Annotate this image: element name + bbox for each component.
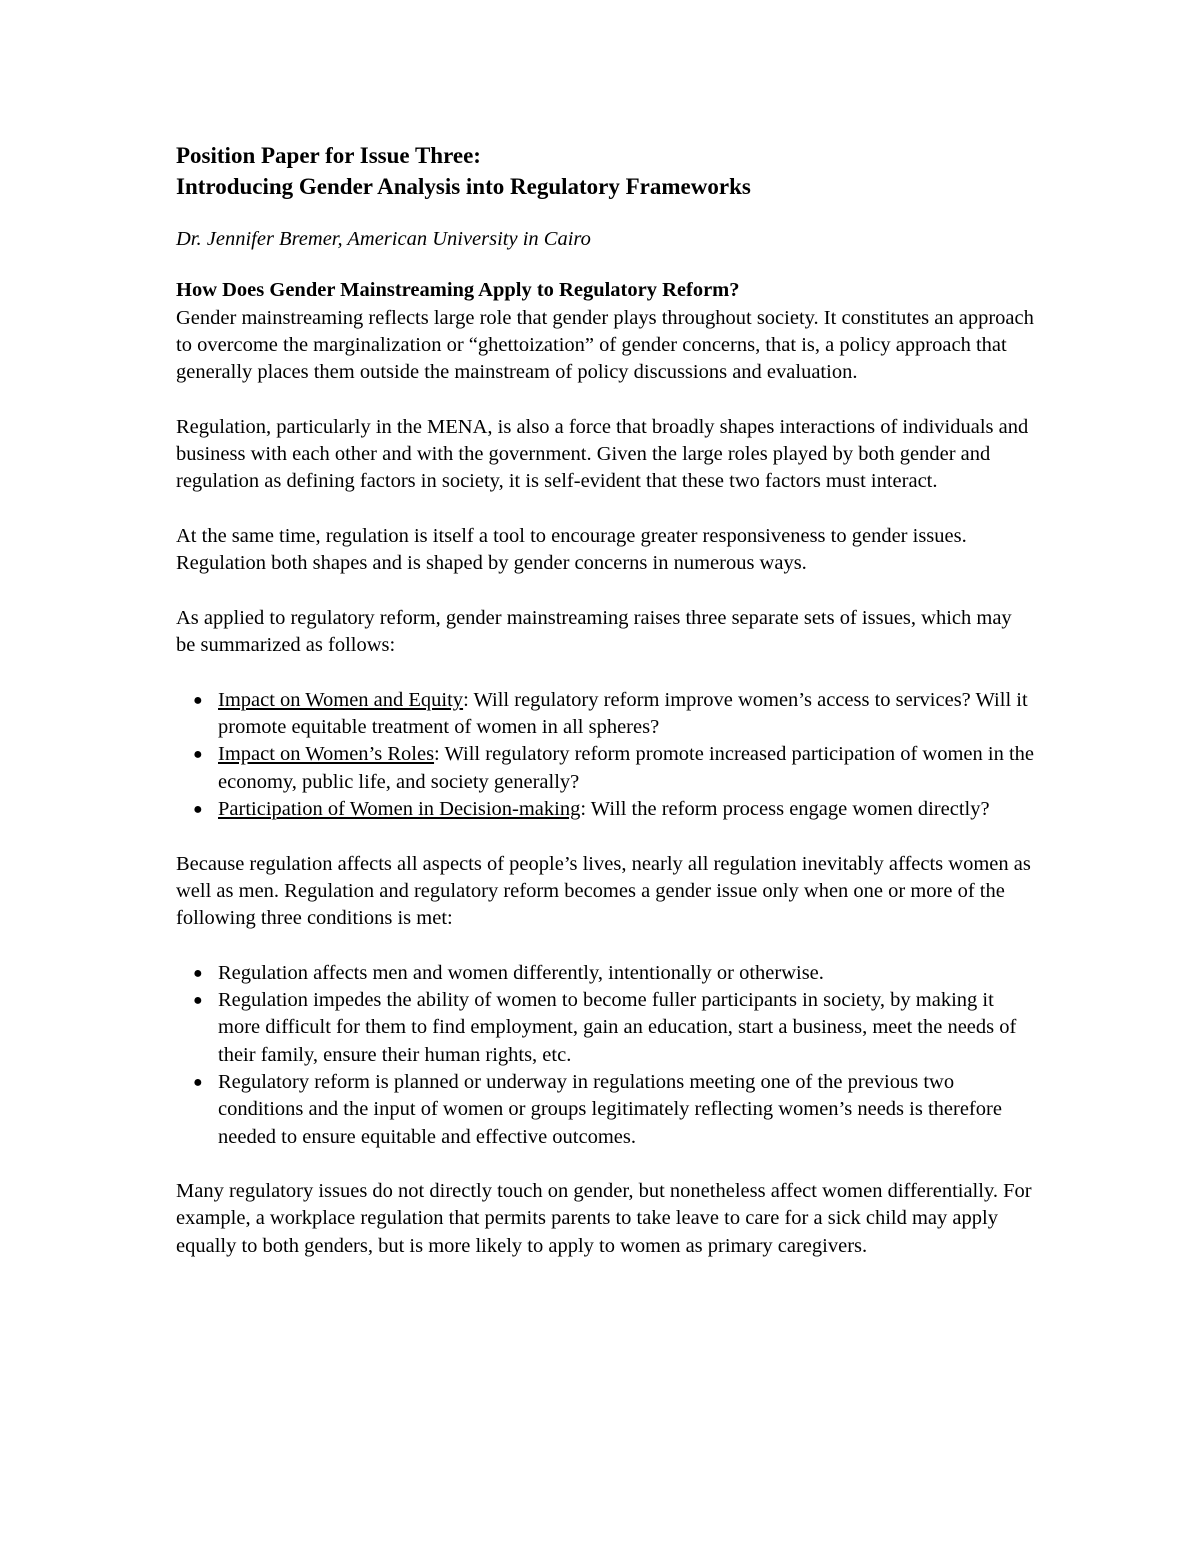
bullet-icon: ● bbox=[193, 964, 203, 982]
condition-text: Regulation impedes the ability of women to become fuller participants in society, by making it more difficult for them to find employment, gain an education, start a business, meet the needs of their family, ensure their human rights, etc. bbox=[218, 989, 1017, 1066]
condition-text: Regulation affects men and women differently, intentionally or otherwise. bbox=[218, 961, 824, 984]
bullet-icon: ● bbox=[193, 992, 203, 1010]
paragraph-1: Gender mainstreaming reflects large role that gender plays throughout society. It constitutes an approach to overcome the marginalization or “ghettoization” of gender concerns, that is, a policy approach that generally places them outside the mainstream of policy discussions and evaluation. bbox=[176, 306, 1034, 384]
paragraph-2: Regulation, particularly in the MENA, is also a force that broadly shapes interactions of individuals and business with each other and with the government. Given the large roles played by both gender and regulation as defining factors in society, it is self-evident that these two factors must interact. bbox=[176, 415, 1029, 493]
document-page bbox=[176, 140, 1036, 1287]
paragraph-5: Because regulation affects all aspects of people’s lives, nearly all regulation inevitably affects women as well as men. Regulation and regulatory reform becomes a gender issue only when one or more of the following three conditions is met: bbox=[176, 852, 1031, 930]
issue-item bbox=[193, 796, 1036, 823]
document-title bbox=[176, 140, 1036, 202]
issue-term: Impact on Women and Equity bbox=[218, 688, 464, 711]
paragraph-6: Many regulatory issues do not directly touch on gender, but nonetheless affect women differentially. For example, a workplace regulation that permits parents to take leave to care for a sick child may apply equally to both genders, but is more likely to apply to women as primary caregivers. bbox=[176, 1180, 1032, 1257]
issue-text: : Will regulatory reform improve women’s access to services? Will it promote equitable treatment of women in all spheres? bbox=[218, 688, 1028, 739]
condition-item bbox=[193, 960, 1036, 987]
title-line-1: Position Paper for Issue Three: bbox=[176, 143, 481, 168]
condition-item bbox=[193, 987, 1036, 1069]
conditions-list bbox=[176, 960, 1036, 1151]
issue-term: Impact on Women’s Roles bbox=[218, 743, 435, 766]
issue-item bbox=[193, 741, 1036, 796]
issue-text: : Will the reform process engage women directly? bbox=[580, 797, 990, 820]
issue-term: Participation of Women in Decision-making bbox=[218, 797, 581, 820]
condition-text: Regulatory reform is planned or underway in regulations meeting one of the previous two conditions and the input of women or groups legitimately reflecting women’s needs is therefore needed to ensure equitable and effective outcomes. bbox=[218, 1070, 1002, 1148]
bullet-icon: ● bbox=[193, 691, 203, 709]
bullet-icon: ● bbox=[193, 746, 203, 764]
issue-item bbox=[193, 687, 1036, 742]
paragraph-4: As applied to regulatory reform, gender mainstreaming raises three separate sets of issues, which may be summarized as follows: bbox=[176, 606, 1012, 657]
condition-item bbox=[193, 1069, 1036, 1151]
section-heading: How Does Gender Mainstreaming Apply to Regulatory Reform? bbox=[176, 279, 740, 302]
bullet-icon: ● bbox=[193, 1073, 203, 1091]
author-line: Dr. Jennifer Bremer, American University in Cairo bbox=[176, 228, 591, 250]
paragraph-3: At the same time, regulation is itself a tool to encourage greater responsiveness to gender issues. Regulation both shapes and is shaped by gender concerns in numerous ways. bbox=[176, 524, 967, 575]
bullet-icon: ● bbox=[193, 800, 203, 818]
title-line-2: Introducing Gender Analysis into Regulatory Frameworks bbox=[176, 174, 751, 199]
issues-list bbox=[176, 687, 1036, 823]
issue-text: : Will regulatory reform promote increased participation of women in the economy, public life, and society generally? bbox=[218, 743, 1034, 793]
